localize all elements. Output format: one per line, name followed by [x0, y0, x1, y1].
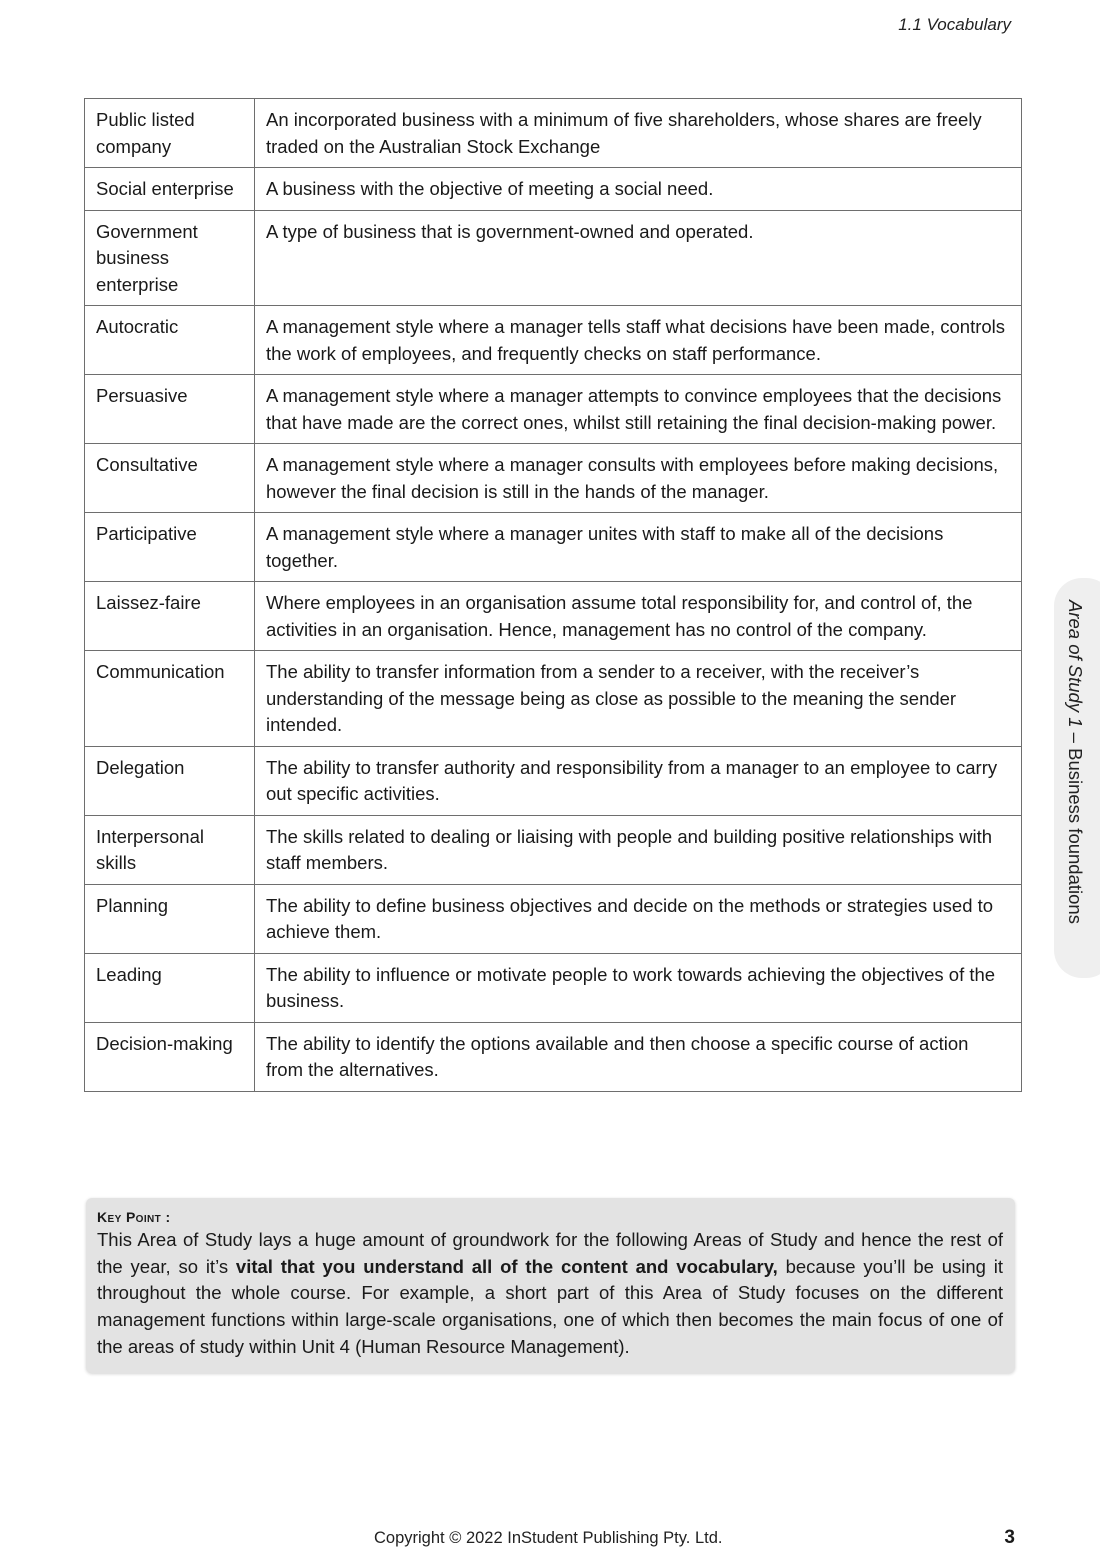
- vocabulary-table-body: [85, 99, 1022, 1092]
- vocabulary-term: Communication: [85, 651, 255, 747]
- side-tab-area-label: Area of Study 1: [1065, 600, 1086, 728]
- vocabulary-term: Government business enterprise: [85, 210, 255, 306]
- vocabulary-row: [85, 815, 1022, 884]
- vocabulary-row: [85, 306, 1022, 375]
- vocabulary-row: [85, 1022, 1022, 1091]
- vocabulary-row: [85, 99, 1022, 168]
- vocabulary-definition: An incorporated business with a minimum of five shareholders, whose shares are freely traded on the Australian Stock Exchange: [255, 99, 1022, 168]
- vocabulary-definition: The ability to identify the options available and then choose a specific course of action from the alternatives.: [255, 1022, 1022, 1091]
- running-header-title: 1.1 Vocabulary: [898, 15, 1011, 34]
- vocabulary-term: Decision-making: [85, 1022, 255, 1091]
- key-point-body: [97, 1227, 1003, 1361]
- vocabulary-definition: The ability to transfer information from a sender to a receiver, with the receiver’s understanding of the message being as close as possible to the meaning the sender intended.: [255, 651, 1022, 747]
- vocabulary-term: Social enterprise: [85, 168, 255, 211]
- vocabulary-row: [85, 444, 1022, 513]
- vocabulary-row: [85, 746, 1022, 815]
- vocabulary-row: [85, 210, 1022, 306]
- vocabulary-row: [85, 375, 1022, 444]
- vocabulary-term: Planning: [85, 884, 255, 953]
- vocabulary-term: Public listed company: [85, 99, 255, 168]
- vocabulary-row: [85, 953, 1022, 1022]
- vocabulary-row: [85, 582, 1022, 651]
- vocabulary-definition: The ability to transfer authority and responsibility from a manager to an employee to carry out specific activities.: [255, 746, 1022, 815]
- vocabulary-definition: A management style where a manager consults with employees before making decisions, however the final decision is still in the hands of the manager.: [255, 444, 1022, 513]
- vocabulary-table: [84, 98, 1022, 1092]
- vocabulary-term: Consultative: [85, 444, 255, 513]
- page-number: 3: [1004, 1527, 1015, 1548]
- vocabulary-term: Participative: [85, 513, 255, 582]
- side-tab-section-label: – Business foundations: [1065, 727, 1086, 924]
- key-point-emphasis: vital that you understand all of the content and vocabulary,: [235, 1255, 778, 1277]
- section-side-tab-label: [1064, 600, 1086, 924]
- vocabulary-definition: The skills related to dealing or liaising with people and building positive relationships with staff members.: [255, 815, 1022, 884]
- key-point-title: Key Point :: [97, 1209, 171, 1225]
- vocabulary-definition: The ability to influence or motivate people to work towards achieving the objectives of the business.: [255, 953, 1022, 1022]
- vocabulary-definition: The ability to define business objectives and decide on the methods or strategies used to achieve them.: [255, 884, 1022, 953]
- vocabulary-definition: A business with the objective of meeting a social need.: [255, 168, 1022, 211]
- vocabulary-term: Persuasive: [85, 375, 255, 444]
- vocabulary-term: Laissez-faire: [85, 582, 255, 651]
- key-point-text-rest: because you’ll be using it throughout the whole course. For example, a short part of this Area of Study focuses on the different management functions within large-scale organisations, one of which then becomes the main focus of one of the areas of study within Unit 4 (Human Resource Management).: [97, 1255, 1004, 1357]
- footer-copyright: Copyright © 2022 InStudent Publishing Pty. Ltd.: [374, 1529, 723, 1547]
- vocabulary-term: Interpersonal skills: [85, 815, 255, 884]
- vocabulary-definition: A type of business that is government-owned and operated.: [255, 210, 1022, 306]
- vocabulary-definition: A management style where a manager tells staff what decisions have been made, controls the work of employees, and frequently checks on staff performance.: [255, 306, 1022, 375]
- key-point-text-intro: This Area of Study lays a huge amount of groundwork for the following Areas of Study and hence the rest of the year, so it’s: [97, 1229, 1003, 1277]
- vocabulary-row: [85, 651, 1022, 747]
- vocabulary-definition: A management style where a manager unites with staff to make all of the decisions together.: [255, 513, 1022, 582]
- vocabulary-row: [85, 168, 1022, 211]
- vocabulary-row: [85, 513, 1022, 582]
- vocabulary-definition: A management style where a manager attempts to convince employees that the decisions that have made are the correct ones, whilst still retaining the final decision-making power.: [255, 375, 1022, 444]
- vocabulary-definition: Where employees in an organisation assume total responsibility for, and control of, the activities in an organisation. Hence, management has no control of the company.: [255, 582, 1022, 651]
- key-point-box: [86, 1198, 1015, 1373]
- vocabulary-row: [85, 884, 1022, 953]
- vocabulary-term: Leading: [85, 953, 255, 1022]
- vocabulary-term: Autocratic: [85, 306, 255, 375]
- vocabulary-term: Delegation: [85, 746, 255, 815]
